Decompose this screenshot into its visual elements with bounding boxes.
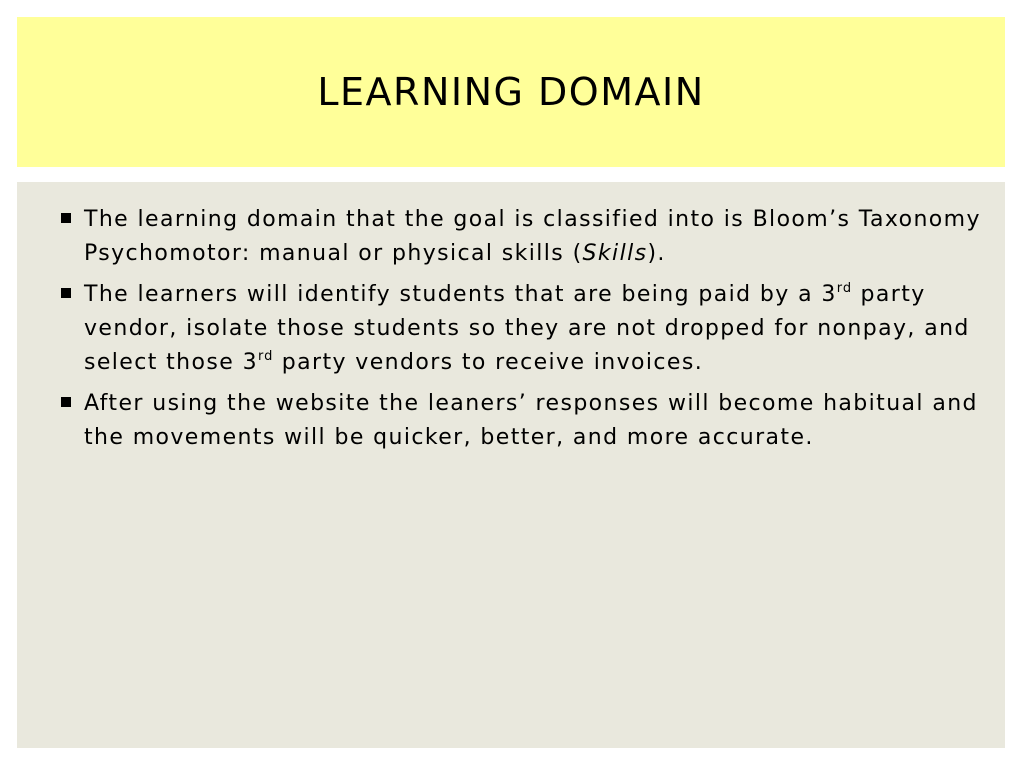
square-bullet-icon	[61, 397, 71, 407]
bullet-text: party vendor, isolate those students so they are not dropped for nonpay, and select those 3	[84, 282, 970, 375]
bullet-emphasis: Skills	[582, 241, 648, 266]
bullet-list	[61, 203, 981, 462]
bullet-text: ).	[647, 241, 666, 266]
title-panel	[17, 17, 1005, 167]
bullet-item	[61, 203, 981, 271]
bullet-text: party vendors to receive invoices.	[273, 350, 704, 375]
bullet-text: The learners will identify students that are being paid by a 3	[84, 282, 837, 307]
slide-title: LEARNING DOMAIN	[317, 70, 705, 114]
bullet-item	[61, 387, 981, 455]
superscript: rd	[836, 281, 853, 296]
square-bullet-icon	[61, 288, 71, 298]
bullet-text: After using the website the leaners’ responses will become habitual and the movements will be quicker, better, and more accurate.	[84, 391, 978, 450]
square-bullet-icon	[61, 213, 71, 223]
bullet-text: The learning domain that the goal is classified into is Bloom’s Taxonomy Psychomotor: manual or physical skills (	[84, 207, 981, 266]
bullet-item	[61, 278, 981, 380]
superscript: rd	[257, 349, 274, 364]
content-panel	[17, 182, 1005, 748]
